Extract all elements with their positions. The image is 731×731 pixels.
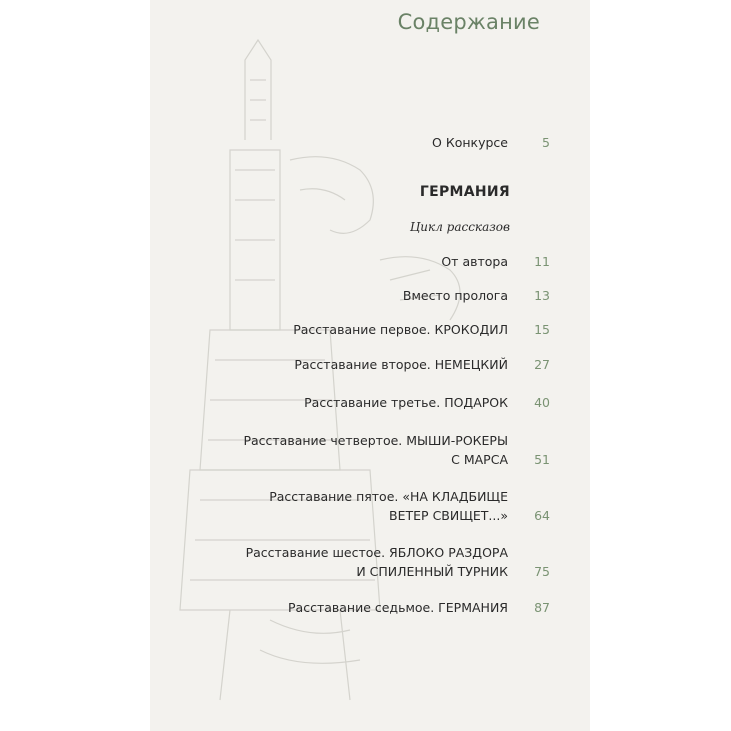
page-title: Содержание [397,10,540,34]
table-of-contents [150,0,590,731]
toc-entry: Расставание второе. НЕМЕЦКИЙ 27 [294,357,550,372]
toc-entry: Вместо пролога 13 [402,288,550,303]
page-number: 15 [534,322,550,337]
toc-entry: Расставание пятое. «НА КЛАДБИЩЕ ВЕТЕР СВИЩЕТ...» 64 [269,489,550,523]
page-number: 64 [534,508,550,523]
page-number: 27 [534,357,550,372]
section-heading: ГЕРМАНИЯ [419,184,510,200]
toc-entry: Расставание первое. КРОКОДИЛ 15 [293,322,550,337]
page-number: 11 [534,254,550,269]
toc-entry: От автора 11 [441,254,550,269]
page-number: 5 [542,135,550,150]
page-number: 51 [534,452,550,467]
toc-entry: Расставание седьмое. ГЕРМАНИЯ 87 [288,600,550,615]
toc-entry: Расставание третье. ПОДАРОК 40 [304,395,550,410]
cycle-label: Цикл рассказов [409,220,510,234]
book-page [150,0,590,731]
toc-entry: Расставание четвертое. МЫШИ-РОКЕРЫ С МАРСА 51 [243,433,550,467]
page-number: 13 [534,288,550,303]
toc-entry: О Конкурсе 5 [432,135,550,150]
page-number: 87 [534,600,550,615]
page-number: 40 [534,395,550,410]
page-number: 75 [534,564,550,579]
toc-entry: Расставание шестое. ЯБЛОКО РАЗДОРА И СПИЛЕННЫЙ ТУРНИК 75 [245,545,550,579]
